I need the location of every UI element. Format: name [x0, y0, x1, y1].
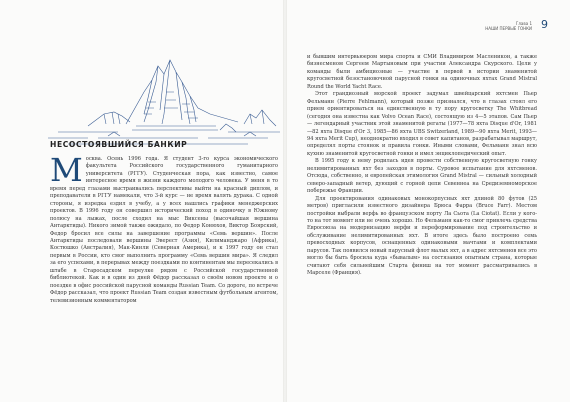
page-number: 9	[541, 18, 548, 31]
right-page	[287, 0, 570, 402]
right-body-text	[307, 54, 537, 278]
chapter-title: НАШИ ПЕРВЫЕ ГОНКИ	[485, 26, 532, 31]
running-header	[485, 21, 532, 31]
section-title: НЕСОСТОЯВШИЙСЯ БАНКИР	[50, 140, 188, 149]
paragraph: Для проектирования одинаковых монокорпусных яхт длиной 80 футов (25 метров) пригласили известного дизайнера Брюса Фарра (Bruce Farr). Местом постройки выбрали верфь во французском порту Ла Сьота (La Ciotat). Если у кого-то на тот момент или не очень хорошо. Но Фельманн как-то смог привлечь средства Евросоюза на модернизацию верфи и переформирование под строительство и обслуживание нелимитированных яхт. В итоге здесь было построено семь превосходных корпусов, оснащенных одинаковыми мачтами и комплектами парусов. Так появился новый парусный флот малых яхт, а в адрес яхтсменов все это могло бы быть бросила куда «бывалым» на состязания опытным страна, которые считают себя сильнейшим Старта финиш на тот момент рассматривались в Марселе (Франция).	[307, 195, 537, 277]
drop-cap: М	[50, 151, 83, 189]
chapter-label: Глава 1	[515, 21, 532, 26]
paragraph: и бывшим интервьюером мира спорта и СМИ Владимиром Масленикон, а также бизнесменом Сергеем Мартыновым при участии Александра Скурского. Цели у команды были амбициозные — участие в первой в истории знаменитой кругосветной безостановочной парусной гонки на одиночных яхтах Grand Mistral Round the World Yacht Race.	[307, 54, 537, 90]
left-body-text	[50, 151, 278, 305]
paragraph: осква. Осень 1996 года. Я студент 3-го курса экономического факультета Российского государственного гуманитарного университета (РГГУ). Студенческая пора, как известно, самое интересное время в жизни каждого молодого человека. У меня в то время перед глазами выстраивались перспективы выйти на красный диплом, и преподаватели в РГГУ намекали, что 3-й курс — не время валять дурака. С одной стороны, я изредка ездил в учебу, а у всех нашлись графики менеджерских проектов. В 1996 году он совершил исторический поход в одиночку в Южному полюсу на лыжах, после сходил на мыс Виксены (высочайшая вершина Антарктиды). Никого зимой также ожидало, по Федор Конюхов, Виктор Боярский, Федор бросил все силы на завершение программы «Семь вершин». После Антарктиды последовали вершины Эверест (Азия), Килиманджаро (Африка), Костюшко (Австралия), Мак-Кинли (Северная Америка), и к 1997 году он стал первым в России, кто смог выполнить программу «Семь вершин мира». Я следил за его успехами, в перерывах между поездками по континентам мы пересекались в штабе в Старосадском переулке рядом с Российской государственной библиотекой. Как и в один из дней Фёдор рассказал о своём новом проекте и о поездке в офис российской парусной команды Russian Team. Со дороге, по встрече Фёдор рассказал, что проект Russian Team создан известным футбольным агентом, телевизионным комментатором	[50, 156, 278, 304]
left-page	[0, 0, 284, 402]
paragraph: В 1995 году к нему родилась идея провести собственную кругосветную гонку нелимитированных яхт без заходов в порты. Суровое испытание для яхтсменов. Отсюда, собственно, и европейская этимология Grand Mistral — сильный холодный северо-западный ветер, дующий с горной цепи Севеннеа на Средиземноморское побережье Франции.	[307, 158, 537, 195]
iceberg-illustration	[48, 52, 280, 148]
paragraph: Этот грандиозный морской проект задумал швейцарский яхтсмен Пьер Фельманн (Pierre Fehlmann), который позже признался, что в глазах стоял его прием ориентироваться на единственную в ту пору кругосветку The Whitbread (сегодня она известна как Volvo Ocean Race), состоящую из 4—5 этапов. Сам Пьер — легендарный участник этой знаменитой регаты (1977—78 яхта Disque d'Or, 1981—82 яхта Disque d'Or 3, 1985—86 яхта UBS Switzerland, 1989—90 яхта Merit, 1993—94 яхта Merit Cup), неоднократно входил в совет капитанов, разрабатывал маршрут, определял порты стоянок и правила гонки. Иными словами, Фельманн знал всю кухню знаменитой кругосветной гонки и имел энциклопедический опыт.	[307, 91, 537, 157]
